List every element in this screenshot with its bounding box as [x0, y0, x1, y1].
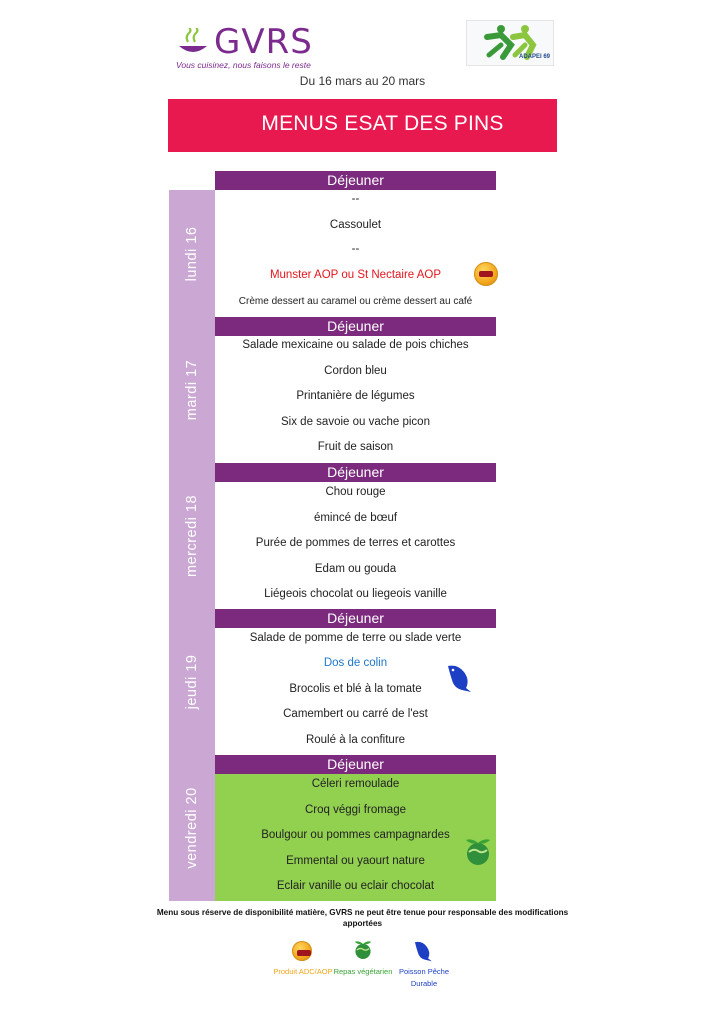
menu-item: --	[351, 243, 360, 255]
menu-item: --	[351, 193, 360, 205]
disclaimer: Menu sous réserve de disponibilité matière, GVRS ne peut être tenue pour responsable des modifications apportées	[156, 908, 569, 928]
menu-item: Chou rouge	[325, 486, 386, 498]
day-bar-friday	[169, 755, 215, 901]
legend-label-aop: Produit ADC/AOP	[273, 967, 333, 976]
day-bar-tuesday	[169, 317, 215, 463]
menu-item: Eclair vanille ou eclair chocolat	[276, 880, 435, 892]
day-label: jeudi 19	[184, 654, 200, 710]
legend-label-vegetarian: Repas végétarien	[333, 967, 393, 976]
fish-icon	[412, 939, 434, 963]
meal-header: Déjeuner	[215, 317, 496, 336]
menu-item: Brocolis et blé à la tomate	[289, 683, 422, 695]
day-label: mardi 17	[184, 359, 200, 421]
day-label: mercredi 18	[184, 494, 200, 578]
meal-header: Déjeuner	[215, 171, 496, 190]
brand-name: GVRS	[214, 22, 313, 62]
legend-label-fish: Poisson Pêche Durable	[398, 967, 450, 988]
menu-item: émincé de bœuf	[313, 512, 398, 524]
date-range: Du 16 mars au 20 mars	[299, 74, 426, 88]
menu-item-aop: Munster AOP ou St Nectaire AOP	[269, 269, 442, 281]
aop-medal-icon	[474, 262, 498, 286]
menu-item: Céleri remoulade	[311, 778, 400, 790]
partner-name: ADAPEI 69	[518, 54, 550, 60]
meal-header: Déjeuner	[215, 609, 496, 628]
day-bar-thursday	[169, 609, 215, 755]
vegetarian-planet-icon	[352, 939, 374, 961]
meal-header: Déjeuner	[215, 463, 496, 482]
menu-item: Roulé à la confiture	[305, 734, 406, 746]
vegetarian-planet-icon	[462, 836, 494, 868]
meal-header: Déjeuner	[215, 755, 496, 774]
menu-item: Crème dessert au caramel ou crème dessert au café	[238, 296, 473, 307]
menu-item-sustainable-fish: Dos de colin	[323, 657, 388, 669]
menu-item: Six de savoie ou vache picon	[281, 416, 430, 428]
gvrs-logo	[176, 22, 346, 72]
menu-item: Boulgour ou pommes campagnardes	[261, 829, 450, 841]
menu-item: Cordon bleu	[324, 365, 387, 377]
menu-item: Printanière de légumes	[296, 390, 415, 402]
day-bar-wednesday	[169, 463, 215, 609]
menu-item: Croq véggi fromage	[305, 804, 406, 816]
aop-medal-icon	[292, 941, 312, 961]
day-label: vendredi 20	[184, 787, 200, 869]
menu-item: Cassoulet	[329, 219, 382, 231]
menu-item: Salade mexicaine ou salade de pois chiches	[242, 339, 469, 351]
menu-item: Liégeois chocolat ou liegeois vanille	[264, 588, 447, 600]
menu-item: Camembert ou carré de l'est	[283, 708, 428, 720]
day-label: lundi 16	[184, 226, 200, 281]
menu-banner	[168, 99, 557, 152]
menu-item: Emmental ou yaourt nature	[286, 855, 425, 867]
day-bar-monday	[169, 190, 215, 317]
menu-item: Salade de pomme de terre ou slade verte	[249, 632, 462, 644]
menu-item: Fruit de saison	[317, 441, 394, 453]
menu-item: Edam ou gouda	[314, 563, 397, 575]
brand-tagline: Vous cuisinez, nous faisons le reste	[176, 60, 311, 70]
page-title: MENUS ESAT DES PINS	[261, 112, 504, 135]
fish-icon	[444, 662, 474, 694]
adapei-logo	[466, 20, 554, 66]
cooking-pot-icon	[176, 28, 210, 58]
menu-item: Purée de pommes de terres et carottes	[255, 537, 456, 549]
